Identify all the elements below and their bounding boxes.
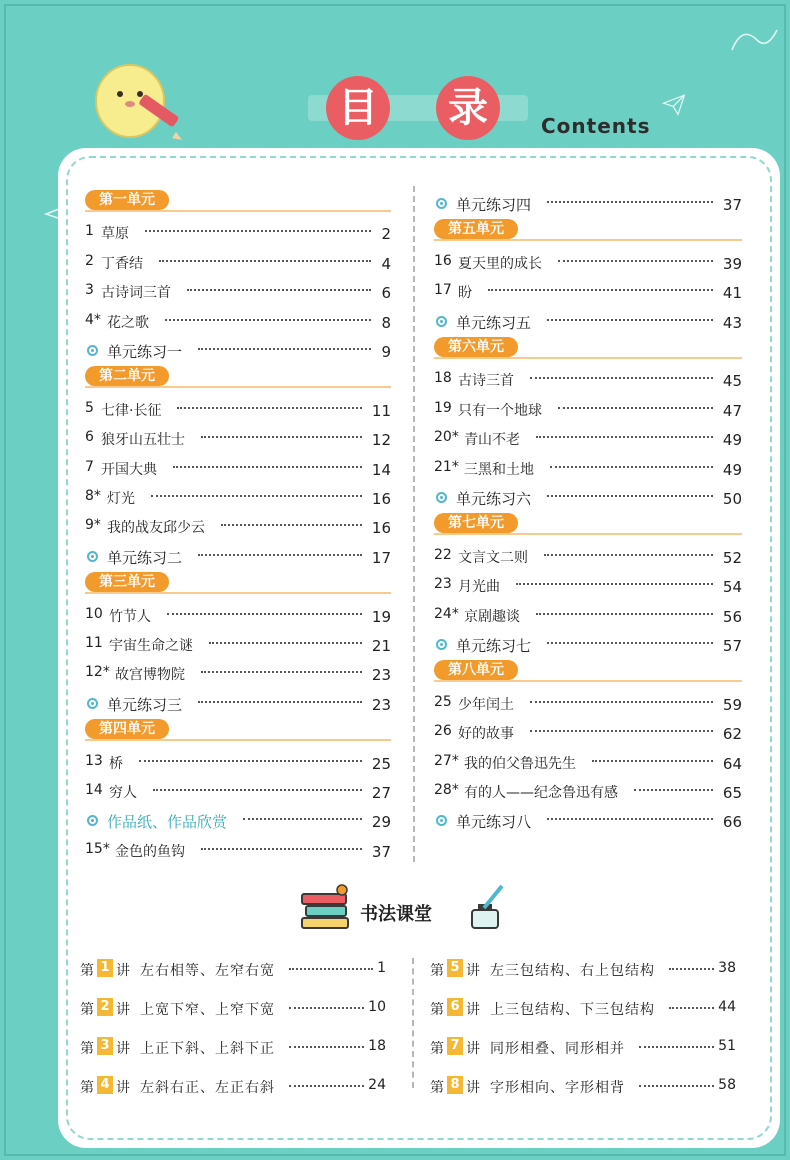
dot-leader [669,1007,714,1009]
unit-label: 第五单元 [434,219,518,239]
page-number: 21 [371,637,391,655]
entry-title: 好的故事 [458,726,514,743]
toc-entry[interactable] [85,664,391,688]
toc-entry[interactable] [85,488,391,512]
page-number: 14 [371,460,391,479]
lesson-suffix: 讲 [116,1002,130,1018]
dot-leader [547,319,713,323]
unit-header [434,513,742,535]
lesson-number: 26 [434,723,452,740]
lesson-number-badge: 4 [97,1076,113,1094]
dot-leader [165,319,371,323]
toc-entry[interactable] [85,223,391,247]
unit-label: 第三单元 [85,572,169,592]
entry-title: 三黑和土地 [464,461,534,478]
toc-entry[interactable] [434,782,742,806]
calligraphy-lesson[interactable] [80,1075,386,1099]
lesson-title: 上宽下窄、上窄下宽 [140,1002,275,1018]
dot-leader [536,613,713,617]
page-number: 52 [722,548,742,567]
dot-leader [151,495,362,499]
entry-title: 单元练习二 [107,548,183,567]
page-number: 6 [381,284,391,303]
lesson-suffix: 讲 [116,1041,130,1057]
toc-entry[interactable] [85,312,391,336]
dot-leader [198,701,362,705]
page-number: 37 [371,842,391,861]
lesson-number: 24* [434,605,459,622]
page-number: 56 [722,607,742,626]
lesson-number: 23 [434,576,452,593]
dot-leader [530,377,713,381]
dot-leader [198,554,362,558]
entry-title: 青山不老 [464,432,520,449]
bullet-icon [436,639,447,650]
toc-entry[interactable] [85,782,391,806]
lesson-number: 16 [434,252,452,269]
dot-leader [159,260,371,264]
calligraphy-lesson[interactable] [430,997,736,1021]
lesson-number-badge: 3 [97,1037,113,1055]
lesson-number: 18 [434,370,452,387]
entry-title: 竹节人 [109,608,151,625]
page-number: 50 [722,490,742,508]
toc-entry[interactable] [434,576,742,600]
entry-title: 京剧趣谈 [464,608,520,625]
lesson-prefix: 第 [430,1002,444,1018]
lesson-number: 3 [85,282,94,299]
dot-leader [177,407,361,411]
page-number: 49 [722,460,742,479]
dot-leader [592,760,713,764]
entry-title: 宇宙生命之谜 [109,638,193,654]
bullet-icon [87,698,98,709]
toc-entry[interactable] [434,459,742,483]
lesson-number: 25 [434,693,452,710]
unit-rule [434,680,742,682]
toc-entry[interactable] [434,312,742,334]
lesson-prefix: 第 [430,963,444,979]
dot-leader [547,495,713,499]
lesson-number: 15* [85,840,110,857]
entry-title: 只有一个地球 [458,402,542,419]
toc-entry[interactable] [434,194,742,216]
entry-title: 灯光 [107,491,135,507]
page-number: 25 [371,754,391,773]
lesson-number: 9* [85,517,101,534]
toc-entry[interactable] [85,811,391,833]
entry-title: 桥 [109,755,123,772]
unit-header [85,719,391,741]
entry-title: 七律·长征 [101,402,162,419]
lesson-number: 2 [85,252,94,269]
entry-title: 花之歌 [107,314,149,331]
toc-entry[interactable] [85,694,391,716]
title-char-2: 录 [436,76,500,140]
entry-title: 丁香结 [101,255,143,272]
bullet-icon [87,345,98,356]
entry-title: 开国大典 [101,461,157,478]
toc-entry[interactable] [434,606,742,630]
lesson-number: 27* [434,752,459,769]
entry-title: 单元练习五 [456,313,532,332]
lesson-number: 11 [85,635,103,651]
toc-entry[interactable] [85,517,391,541]
unit-header [434,219,742,241]
entry-title: 月光曲 [458,579,500,596]
entry-title: 单元练习四 [456,196,532,214]
scribble-icon [722,20,782,60]
toc-entry[interactable] [85,282,391,306]
lesson-number: 21* [434,458,459,475]
lesson-number: 19 [434,399,452,416]
dot-leader [547,818,713,822]
toc-entry[interactable] [434,547,742,571]
page-number: 29 [371,813,391,832]
dot-leader [530,701,713,705]
page-number: 58 [718,1077,736,1093]
title-char-1: 目 [326,76,390,140]
entry-title: 单元练习六 [456,490,532,508]
unit-rule [85,210,391,212]
lesson-title: 同形相叠、同形相并 [490,1041,625,1057]
dot-leader [488,289,713,293]
dot-leader [289,1085,364,1087]
bullet-icon [87,815,98,826]
toc-entry[interactable] [434,253,742,277]
lesson-suffix: 讲 [116,1080,130,1096]
page-number: 66 [722,813,742,832]
dot-leader [289,1007,364,1009]
dot-leader [201,436,362,440]
page-number: 62 [722,725,742,744]
unit-rule [434,533,742,535]
lesson-number: 17 [434,282,452,299]
toc-entry[interactable] [434,370,742,394]
unit-rule [85,739,391,741]
unit-label: 第六单元 [434,337,518,357]
lesson-suffix: 讲 [466,1002,480,1018]
lesson-suffix: 讲 [116,963,130,979]
lesson-number: 7 [85,458,94,475]
bullet-icon [436,492,447,503]
lesson-number: 5 [85,399,94,416]
page-number: 44 [718,999,736,1015]
bullet-icon [87,551,98,562]
calligraphy-lesson[interactable] [430,1075,736,1099]
page-number: 23 [371,695,391,714]
books-icon [298,884,354,932]
unit-label: 第七单元 [434,513,518,533]
toc-entry[interactable] [434,694,742,718]
dot-leader [639,1046,714,1048]
lesson-title: 左三包结构、右上包结构 [490,963,655,979]
dot-leader [516,583,713,587]
lesson-prefix: 第 [430,1041,444,1057]
page-number: 16 [371,490,391,508]
entry-title: 古诗词三首 [101,285,171,302]
ink-bottle-icon [464,884,508,932]
toc-entry[interactable] [434,811,742,833]
dot-leader [558,260,713,264]
lesson-number: 22 [434,546,452,563]
toc-entry[interactable] [85,606,391,630]
entry-title: 夏天里的成长 [458,255,542,272]
entry-title: 单元练习一 [107,343,183,361]
toc-entry[interactable] [85,547,391,569]
lesson-prefix: 第 [80,963,94,979]
dot-leader [201,671,362,675]
unit-header [434,337,742,359]
toc-entry[interactable] [85,753,391,777]
dot-leader [558,407,713,411]
dot-leader [145,230,371,234]
page-number: 47 [722,401,742,420]
page-number: 12 [371,431,391,450]
lesson-suffix: 讲 [466,963,480,979]
page-number: 4 [381,254,391,273]
dot-leader [669,968,714,970]
lesson-number-badge: 8 [447,1076,463,1094]
page-number: 59 [722,695,742,714]
dot-leader [639,1085,714,1087]
unit-rule [85,386,391,388]
toc-entry[interactable] [85,400,391,424]
page-number: 18 [368,1038,386,1054]
page-number: 8 [381,313,391,332]
dot-leader [550,466,713,470]
lesson-title: 字形相向、字形相背 [490,1080,625,1096]
lesson-number: 20* [434,429,459,446]
lesson-number: 13 [85,752,103,769]
page-number: 11 [371,401,391,420]
toc-entry[interactable] [434,723,742,747]
unit-rule [85,592,391,594]
dot-leader [201,848,362,852]
lesson-title: 左右相等、左窄右宽 [140,963,275,979]
lesson-prefix: 第 [80,1080,94,1096]
page-number: 37 [722,196,742,214]
unit-header [85,572,391,594]
dot-leader [153,789,362,793]
page-number: 9 [381,343,391,361]
dot-leader [198,348,371,352]
page-number: 19 [371,607,391,626]
lesson-prefix: 第 [80,1041,94,1057]
dot-leader [167,613,362,617]
lesson-number-badge: 5 [447,959,463,977]
page-number: 39 [722,254,742,273]
bullet-icon [436,198,447,209]
calligraphy-lesson[interactable] [80,958,386,982]
page-number: 65 [722,784,742,802]
entry-title: 金色的鱼钩 [115,843,185,860]
lesson-number: 14 [85,782,103,798]
dot-leader [173,466,362,470]
page-number: 43 [722,313,742,332]
lesson-number-badge: 1 [97,959,113,977]
page-number: 23 [371,666,391,685]
lesson-title: 上三包结构、下三包结构 [490,1002,655,1018]
entry-title: 狼牙山五壮士 [101,432,185,449]
entry-title: 单元练习三 [107,695,183,714]
unit-header [85,190,391,212]
page-number: 17 [371,548,391,567]
bullet-icon [436,316,447,327]
entry-title: 有的人——纪念鲁迅有感 [464,785,618,801]
unit-header [434,660,742,682]
dot-leader [634,789,713,793]
toc-entry[interactable] [85,459,391,483]
dot-leader [209,642,362,646]
unit-label: 第一单元 [85,190,169,210]
page-number: 64 [722,754,742,773]
page-number: 41 [722,284,742,303]
calligraphy-title: 书法课堂 [360,904,432,925]
lesson-prefix: 第 [430,1080,444,1096]
contents-heading: Contents [541,114,651,138]
lesson-title: 上正下斜、上斜下正 [140,1041,275,1057]
calligraphy-lesson[interactable] [80,1036,386,1060]
unit-label: 第四单元 [85,719,169,739]
entry-title: 我的伯父鲁迅先生 [464,755,576,772]
toc-entry[interactable] [434,488,742,510]
unit-label: 第八单元 [434,660,518,680]
toc-entry[interactable] [85,341,391,363]
entry-title: 我的战友邱少云 [107,520,205,537]
lesson-number-badge: 2 [97,998,113,1016]
entry-title: 文言文二则 [458,549,528,566]
bullet-icon [436,815,447,826]
toc-entry[interactable] [85,841,391,865]
toc-entry[interactable] [85,635,391,659]
lesson-number: 8* [85,488,101,504]
dot-leader [547,642,713,646]
entry-title: 古诗三首 [458,373,514,390]
mascot-illustration [88,46,188,146]
lesson-number-badge: 7 [447,1037,463,1055]
lesson-title: 左斜右正、左正右斜 [140,1080,275,1096]
page-number: 10 [368,999,386,1015]
dot-leader [139,760,362,764]
calligraphy-lesson[interactable] [80,997,386,1021]
entry-title: 单元练习八 [456,813,532,832]
page-number: 57 [722,637,742,655]
dot-leader [243,818,362,822]
lesson-number: 28* [434,782,459,798]
page-number: 16 [371,519,391,538]
calligraphy-lesson[interactable] [430,1036,736,1060]
toc-entry[interactable] [434,400,742,424]
toc-entry[interactable] [85,429,391,453]
unit-rule [434,357,742,359]
toc-entry[interactable] [434,635,742,657]
entry-title: 作品纸、作品欣赏 [107,813,228,832]
entry-title: 少年闰土 [458,696,514,713]
lesson-suffix: 讲 [466,1080,480,1096]
dot-leader [536,436,713,440]
page-number: 27 [371,784,391,802]
dot-leader [187,289,371,293]
dot-leader [544,554,713,558]
calligraphy-lesson[interactable] [430,958,736,982]
page-number: 51 [718,1038,736,1054]
lesson-number: 10 [85,605,103,622]
dot-leader [221,524,362,528]
page-number: 2 [381,225,391,244]
entry-title: 故宫博物院 [115,667,185,684]
page-number: 1 [377,960,386,976]
page-number: 54 [722,578,742,597]
calligraphy-divider [412,958,414,1088]
unit-rule [434,239,742,241]
page-number: 38 [718,960,736,976]
lesson-number-badge: 6 [447,998,463,1016]
entry-title: 草原 [101,226,129,243]
lesson-number: 12* [85,664,110,681]
page-number: 24 [368,1077,386,1093]
entry-title: 盼 [458,285,472,302]
dot-leader [547,201,713,205]
paper-plane-icon [662,92,686,116]
lesson-number: 1 [85,223,94,240]
page-number: 49 [722,431,742,450]
toc-entry[interactable] [85,253,391,277]
unit-label: 第二单元 [85,366,169,386]
dot-leader [289,1046,364,1048]
lesson-suffix: 讲 [466,1041,480,1057]
dot-leader [530,730,713,734]
page-number: 45 [722,372,742,391]
lesson-number: 6 [85,429,94,446]
lesson-number: 4* [85,311,101,328]
toc-entry[interactable] [434,429,742,453]
toc-entry[interactable] [434,753,742,777]
lesson-prefix: 第 [80,1002,94,1018]
toc-entry[interactable] [434,282,742,306]
unit-header [85,366,391,388]
column-divider [413,186,415,862]
entry-title: 穷人 [109,785,137,801]
entry-title: 单元练习七 [456,637,532,655]
dot-leader [289,968,373,970]
